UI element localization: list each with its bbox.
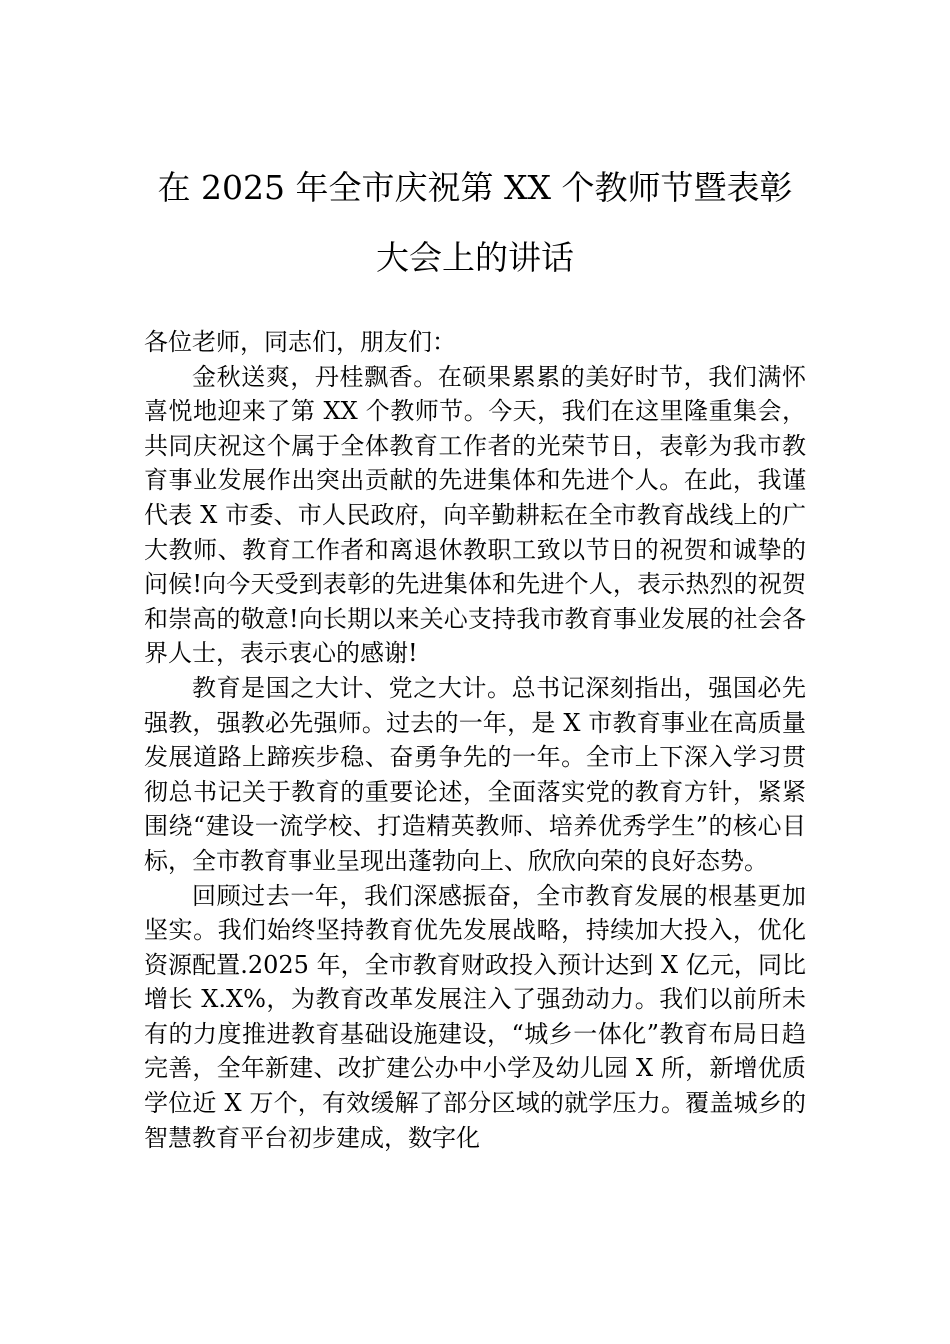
document-title-line-1: 在 2025 年全市庆祝第 XX 个教师节暨表彰 [157, 168, 793, 207]
salutation: 各位老师，同志们，朋友们： [144, 328, 456, 356]
paragraph-opening: 金秋送爽，丹桂飘香。在硕果累累的美好时节，我们满怀喜悦地迎来了第 XX 个教师节。今天，我们在这里隆重集会，共同庆祝这个属于全体教育工作者的光荣节日，表彰为我市教育事业发展作出突出贡献的先进集体和先进个人。在此，我谨代表 X 市委、市人民政府，向辛勤耕耘在全市教育战线上的广大教师、教育工作者和离退休教职工致以节日的祝贺和诚挚的问候!向今天受到表彰的先进集体和先进个人，表示热烈的祝贺和崇高的敬意!向长期以来关心支持我市教育事业发展的社会各界人士，表示衷心的感谢! [144, 362, 806, 668]
document-body [144, 325, 806, 1155]
document-title-line-2: 大会上的讲话 [376, 238, 574, 277]
paragraph-education-importance: 教育是国之大计、党之大计。总书记深刻指出，强国必先强教，强教必先强师。过去的一年，是 X 市教育事业在高质量发展道路上蹄疾步稳、奋勇争先的一年。全市上下深入学习贯彻总书记关于教育的重要论述，全面落实党的教育方针，紧紧围绕“建设一流学校、打造精英教师、培养优秀学生”的核心目标，全市教育事业呈现出蓬勃向上、欣欣向荣的良好态势。 [144, 673, 806, 875]
paragraph-review: 回顾过去一年，我们深感振奋，全市教育发展的根基更加坚实。我们始终坚持教育优先发展战略，持续加大投入，优化资源配置.2025 年，全市教育财政投入预计达到 X 亿元，同比增长 X.X%，为教育改革发展注入了强劲动力。我们以前所未有的力度推进教育基础设施建设，“城乡一体化”教育布局日趋完善，全年新建、改扩建公办中小学及幼儿园 X 所，新增优质学位近 X 万个，有效缓解了部分区域的就学压力。覆盖城乡的智慧教育平台初步建成，数字化 [144, 881, 806, 1152]
